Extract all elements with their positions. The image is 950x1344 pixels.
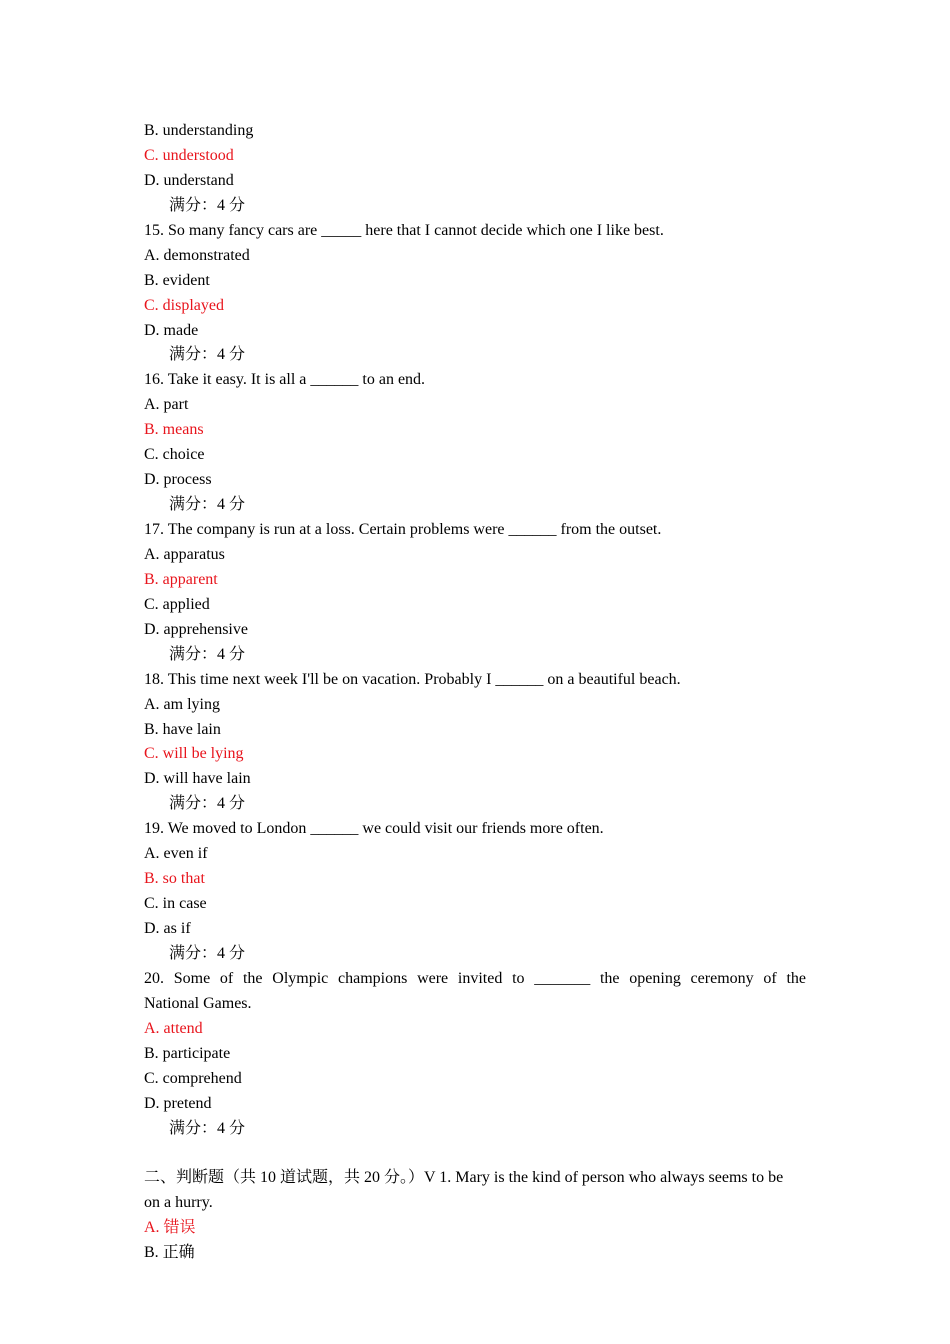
- answer-option: C. applied: [144, 595, 210, 613]
- score-line: 满分：4 分: [169, 496, 246, 514]
- score-line: 满分：4 分: [169, 795, 246, 813]
- answer-option: A. demonstrated: [144, 246, 250, 264]
- answer-option: D. pretend: [144, 1094, 212, 1112]
- correct-answer-option: B. apparent: [144, 570, 218, 588]
- score-line: 满分：4 分: [169, 944, 246, 962]
- answer-option: C. in case: [144, 895, 207, 913]
- answer-option: D. understand: [144, 171, 234, 189]
- answer-option: D. apprehensive: [144, 620, 248, 638]
- answer-option: A. part: [144, 396, 189, 414]
- answer-option: A. am lying: [144, 695, 220, 713]
- section-spacer: [144, 1141, 806, 1166]
- answer-option: C. choice: [144, 446, 205, 464]
- question-text: 20. Some of the Olympic champions were invited to _______ the opening ceremony of the: [144, 969, 806, 987]
- answer-option: D. process: [144, 471, 212, 489]
- question-text: 19. We moved to London ______ we could visit our friends more often.: [144, 820, 604, 838]
- answer-option: B. have lain: [144, 720, 221, 738]
- answer-option: D. made: [144, 321, 199, 339]
- answer-option: B. 正确: [144, 1244, 195, 1262]
- score-line: 满分：4 分: [169, 645, 246, 663]
- answer-option: B. participate: [144, 1044, 231, 1062]
- question-text: 16. Take it easy. It is all a ______ to an end.: [144, 371, 426, 389]
- answer-option: A. apparatus: [144, 545, 225, 563]
- correct-answer-option: A. attend: [144, 1019, 203, 1037]
- correct-answer-option: A. 错误: [144, 1219, 196, 1237]
- score-line: 满分：4 分: [169, 196, 246, 214]
- correct-answer-option: B. means: [144, 421, 204, 439]
- question-text: 15. So many fancy cars are _____ here that I cannot decide which one I like best.: [144, 221, 664, 239]
- answer-option: D. as if: [144, 920, 191, 937]
- answer-option: D. will have lain: [144, 770, 251, 788]
- correct-answer-option: C. displayed: [144, 296, 224, 314]
- answer-option: A. even if: [144, 845, 208, 863]
- correct-answer-option: B. so that: [144, 870, 205, 888]
- answer-option: C. comprehend: [144, 1069, 242, 1087]
- quiz-document: [144, 119, 806, 1266]
- correct-answer-option: C. understood: [144, 146, 234, 164]
- score-line: 满分：4 分: [169, 346, 246, 364]
- question-text: on a hurry.: [144, 1194, 213, 1212]
- correct-answer-option: C. will be lying: [144, 745, 244, 763]
- question-text: National Games.: [144, 994, 252, 1012]
- answer-option: B. evident: [144, 271, 210, 289]
- question-text: 18. This time next week I'll be on vacation. Probably I ______ on a beautiful beach.: [144, 670, 681, 688]
- answer-option: B. understanding: [144, 122, 254, 139]
- question-text: 二、判断题（共 10 道试题，共 20 分。）V 1. Mary is the kind of person who always seems to be: [144, 1169, 784, 1187]
- question-text: 17. The company is run at a loss. Certain problems were ______ from the outset.: [144, 521, 662, 538]
- score-line: 满分：4 分: [169, 1119, 246, 1137]
